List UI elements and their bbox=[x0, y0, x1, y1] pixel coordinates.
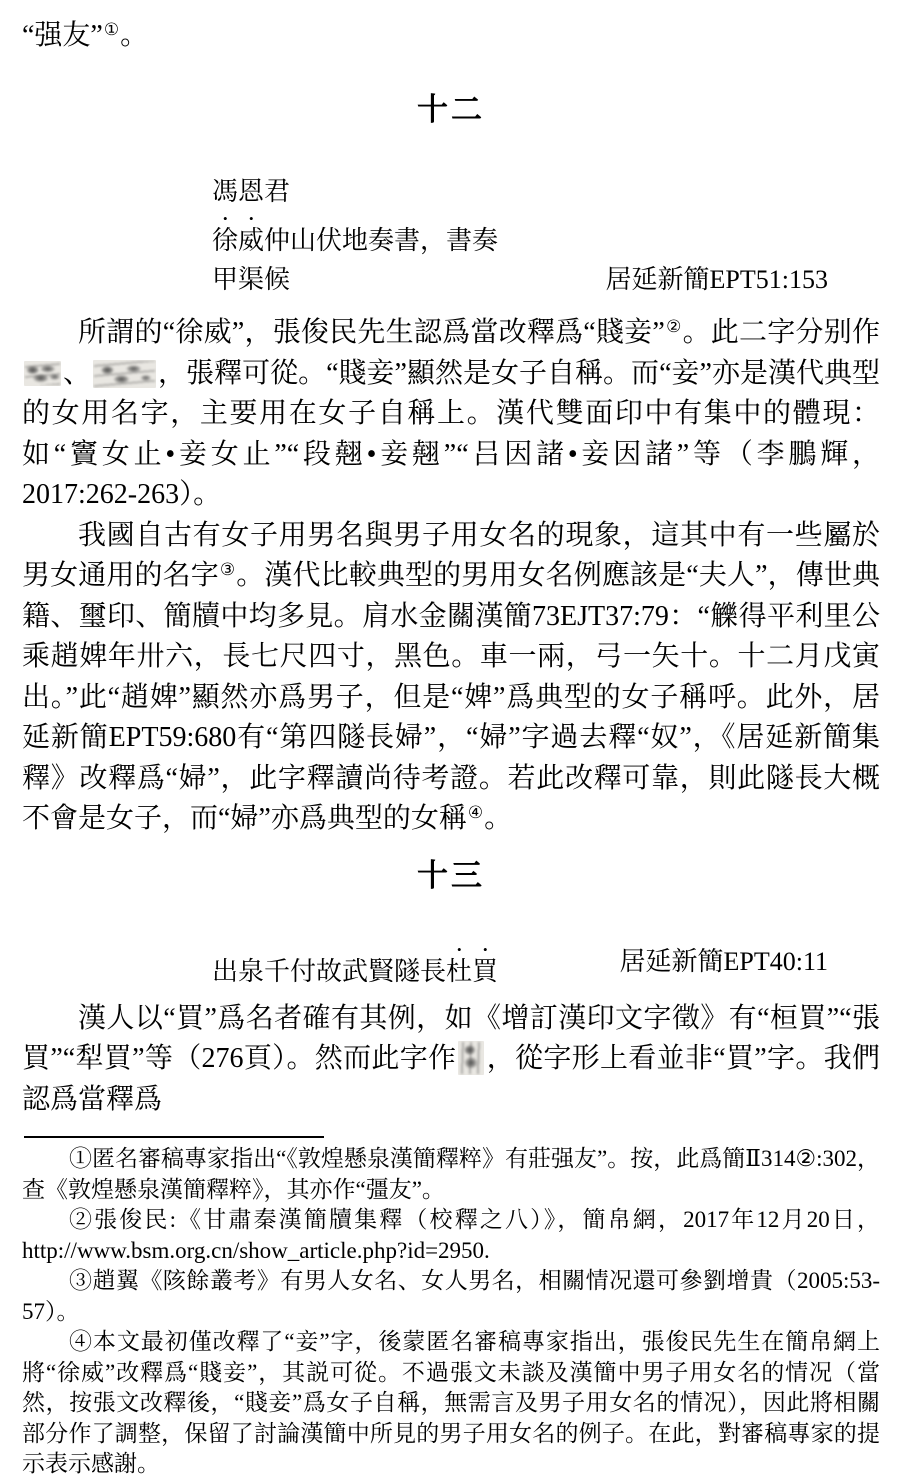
slip-line-3-text: 甲渠候 bbox=[212, 265, 291, 294]
section-heading-twelve: 十二 bbox=[417, 92, 485, 127]
footnote-marker: ② bbox=[665, 317, 682, 336]
continuation-line: “强友”①。 bbox=[22, 20, 149, 51]
slip-quote-ept40-11 bbox=[212, 942, 880, 986]
footnotes-block bbox=[22, 1144, 880, 1480]
slip-reference: 居延新簡EPT51:153 bbox=[605, 265, 828, 294]
slip-line-1: 馮恩君 bbox=[212, 177, 291, 206]
slip-line-text: 出泉千付故武賢隧長杜買 bbox=[212, 956, 499, 986]
glyph-scan-3-image bbox=[458, 1041, 484, 1075]
glyph-scan-1-image bbox=[24, 361, 61, 386]
slip-quote-ept51-153 bbox=[212, 172, 880, 299]
slip-line-2: 徐威仲山伏地奏書，書奏 bbox=[212, 226, 499, 255]
footnote-separator-rule bbox=[24, 1136, 324, 1138]
footnote-2: ②張俊民:《甘肅秦漢簡牘集釋（校釋之八）》，簡帛網，2017年12月20日，http://www.bsm.org.cn/show_article.php?id=2950. bbox=[22, 1207, 880, 1263]
footnote-marker: ① bbox=[103, 20, 120, 39]
emphasized-text: 杜買 bbox=[446, 956, 499, 986]
paragraph-names: 我國自古有女子用男名與男子用女名的現象，這其中有一些屬於男女通用的名字③。漢代比較典型的男用女名例應該是“夫人”，傳世典籍、璽印、簡牘中均多見。肩水金關漢簡73EJT37:79：“觻得平利里公乘趙婢年卅六，長七尺四寸，黑色。車一兩，弓一矢十。十二月戊寅出。”此“趙婢”顯然亦爲男子，但是“婢”爲典型的女子稱呼。此外，居延新簡EPT59:680有“第四隧長婦”，“婦”字過去釋“奴”，《居延新簡集釋》改釋爲“婦”，此字釋讀尚待考證。若此改釋可靠，則此隧長大概不會是女子，而“婦”亦爲典型的女稱④。 bbox=[22, 519, 880, 834]
slip-line-3 bbox=[212, 260, 880, 299]
footnote-1: ①匿名審稿專家指出“《敦煌懸泉漢簡釋粹》有莊强友”。按，此爲簡Ⅱ314②:302，查《敦煌懸泉漢簡釋粹》，其亦作“彊友”。 bbox=[22, 1146, 880, 1202]
paragraph-xuwei: 所謂的“徐威”，張俊民先生認爲當改釋爲“賤妾”②。此二字分别作、 ，張釋可從。“賤妾”顯然是女子自稱。而“妾”亦是漢代典型的女用名字，主要用在女子自稱上。漢代雙面印中有集中的體現：如“竇女止•妾女止”“段翹•妾翹”“吕因諸•妾因諸”等（李鵬輝，2017:262-263）。 bbox=[22, 317, 880, 510]
footnote-4: ④本文最初僅改釋了“妾”字，後蒙匿名審稿專家指出，張俊民先生在簡帛網上將“徐威”改釋爲“賤妾”，其説可從。不過張文未談及漢簡中男子用女名的情况（當然，按張文改釋後，“賤妾”爲女子自稱，無需言及男子用女名的情况），因此將相關部分作了調整，保留了討論漢簡中所見的男子用女名的例子。在此，對審稿專家的提示表示感謝。 bbox=[22, 1329, 880, 1476]
footnote-3: ③趙翼《陔餘叢考》有男人女名、女人男名，相關情况還可參劉增貴（2005:53-57）。 bbox=[22, 1268, 880, 1324]
footnote-marker: ③ bbox=[219, 560, 236, 579]
glyph-scan-2-image bbox=[93, 360, 156, 388]
footnote-marker: ④ bbox=[467, 803, 484, 822]
section-heading-thirteen: 十三 bbox=[417, 857, 485, 893]
paragraph-dumai: 漢人以“買”爲名者確有其例，如《增訂漢印文字徵》有“桓買”“張買”“犁買”等（276頁）。然而此字作 ，從字形上看並非“買”字。我們認爲當釋爲 bbox=[22, 1002, 880, 1115]
slip-reference: 居延新簡EPT40:11 bbox=[619, 946, 828, 976]
emphasized-text: 徐威 bbox=[212, 226, 265, 255]
